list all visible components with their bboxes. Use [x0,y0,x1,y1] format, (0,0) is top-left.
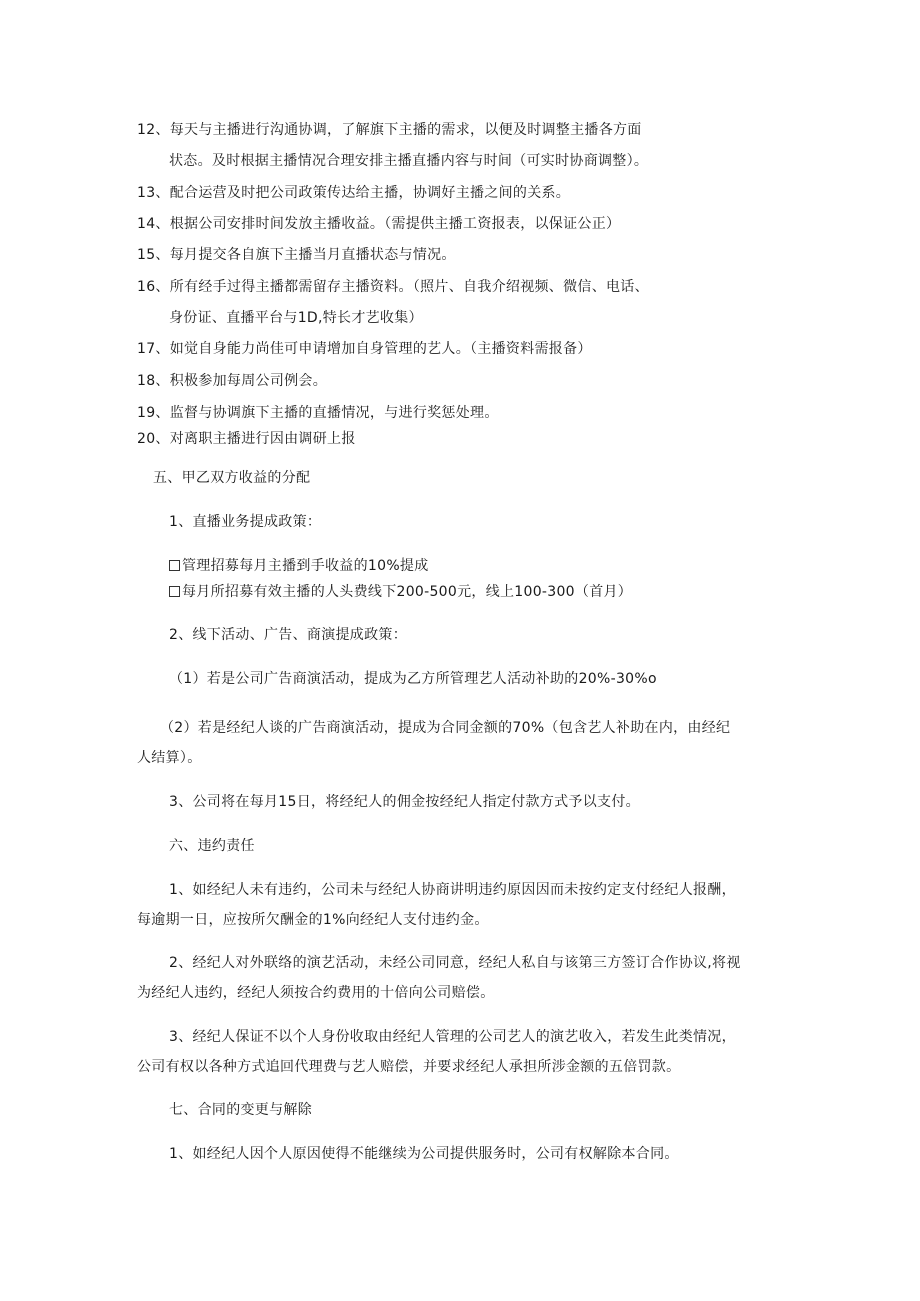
list-item: 18、积极参加每周公司例会。 [137,373,328,389]
checkbox-item: 管理招募每月主播到手收益的10%提成 [169,556,429,576]
sub-heading: 1、直播业务提成政策： [169,514,322,530]
list-item-continuation: 状态。及时根据主播情况合理安排主播直播内容与时间（可实时协商调整）。 [169,153,649,169]
paragraph: 3、经纪人保证不以个人身份收取由经纪人管理的公司艺人的演艺收入，若发生此类情况， [169,1029,736,1045]
paragraph-continuation: 公司有权以各种方式追回代理费与艺人赔偿，并要求经纪人承担所涉金额的五倍罚款。 [137,1059,681,1075]
checkbox-icon [169,586,180,597]
paragraph: （2）若是经纪人谈的广告商演活动，提成为合同金额的70%（包含艺人补助在内，由经纪 [160,720,731,736]
list-item: 13、配合运营及时把公司政策传达给主播，协调好主播之间的关系。 [137,185,571,201]
list-item: 12、每天与主播进行沟通协调，了解旗下主播的需求，以便及时调整主播各方面 [137,122,642,138]
checkbox-item: 每月所招募有效主播的人头费线下200-500元，线上100-300（首月） [169,582,632,602]
sub-heading: 2、线下活动、广告、商演提成政策： [169,627,408,643]
list-item-continuation: 身份证、直播平台与1D,特长才艺收集） [169,310,423,326]
list-item: 14、根据公司安排时间发放主播收益。（需提供主播工资报表，以保证公正） [137,216,621,232]
paragraph-continuation: 为经纪人违约，经纪人须按合约费用的十倍向公司赔偿。 [137,985,495,1001]
section-heading: 五、甲乙双方收益的分配 [153,470,311,486]
list-item: 16、所有经手过得主播都需留存主播资料。（照片、自我介绍视频、微信、电话、 [137,279,649,295]
paragraph-continuation: 每逾期一日，应按所欠酬金的1%向经纪人支付违约金。 [137,912,489,928]
list-item: 20、对离职主播进行因由调研上报 [137,431,356,447]
section-heading: 七、合同的变更与解除 [169,1102,312,1118]
paragraph: 2、经纪人对外联络的演艺活动，未经公司同意，经纪人私自与该第三方签订合作协议,将视 [169,955,741,971]
list-item: 19、监督与协调旗下主播的直播情况，与进行奖惩处理。 [137,405,499,421]
checkbox-icon [169,560,180,571]
section-heading: 六、违约责任 [169,838,255,854]
paragraph-continuation: 人结算）。 [137,750,202,766]
paragraph: 3、公司将在每月15日，将经纪人的佣金按经纪人指定付款方式予以支付。 [169,794,640,810]
list-item: 15、每月提交各自旗下主播当月直播状态与情况。 [137,247,456,263]
paragraph: （1）若是公司广告商演活动，提成为乙方所管理艺人活动补助的20%-30%o [169,671,657,687]
paragraph: 1、如经纪人因个人原因使得不能继续为公司提供服务时，公司有权解除本合同。 [169,1146,679,1162]
paragraph: 1、如经纪人未有违约，公司未与经纪人协商讲明违约原因因而未按约定支付经纪人报酬， [169,882,736,898]
list-item: 17、如觉自身能力尚佳可申请增加自身管理的艺人。（主播资料需报备） [137,341,592,357]
